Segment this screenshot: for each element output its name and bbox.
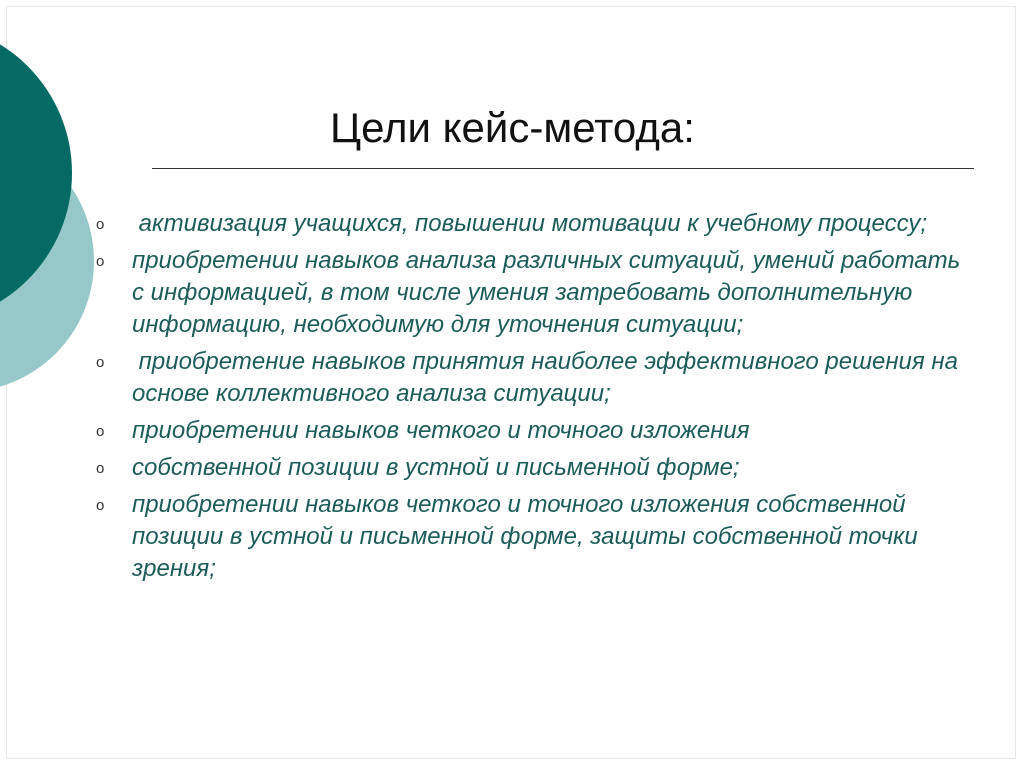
list-item bbox=[96, 346, 976, 410]
bullet-icon: o bbox=[96, 497, 105, 514]
bullet-icon: o bbox=[96, 354, 105, 371]
list-item-text: активизация учащихся, повышении мотивации к учебному процессу; bbox=[132, 210, 927, 237]
list-item bbox=[96, 452, 976, 484]
list-item-text: приобретении навыков четкого и точного изложения bbox=[132, 417, 750, 444]
bullet-icon: o bbox=[96, 216, 105, 233]
list-item-text: собственной позиции в устной и письменной форме; bbox=[132, 454, 740, 481]
slide-title: Цели кейс-метода: bbox=[330, 104, 695, 151]
bullet-icon: o bbox=[96, 253, 105, 270]
list-item bbox=[96, 208, 976, 240]
title-divider bbox=[152, 168, 974, 169]
list-item-text: приобретении навыков анализа различных ситуаций, умений работать с информацией, в том числе умения затребовать дополнительную информацию, необходимую для уточнения ситуации; bbox=[132, 247, 961, 338]
list-item-text: приобретение навыков принятия наиболее эффективного решения на основе коллективного анализа ситуации; bbox=[132, 348, 965, 407]
list-item bbox=[96, 415, 976, 447]
goals-list bbox=[96, 208, 976, 590]
list-item-text: приобретении навыков четкого и точного изложения собственной позиции в устной и письменной форме, защиты собственной точки зрения; bbox=[132, 491, 918, 582]
bullet-icon: o bbox=[96, 423, 105, 440]
list-item bbox=[96, 245, 976, 341]
list-item bbox=[96, 489, 976, 585]
bullet-icon: o bbox=[96, 460, 105, 477]
